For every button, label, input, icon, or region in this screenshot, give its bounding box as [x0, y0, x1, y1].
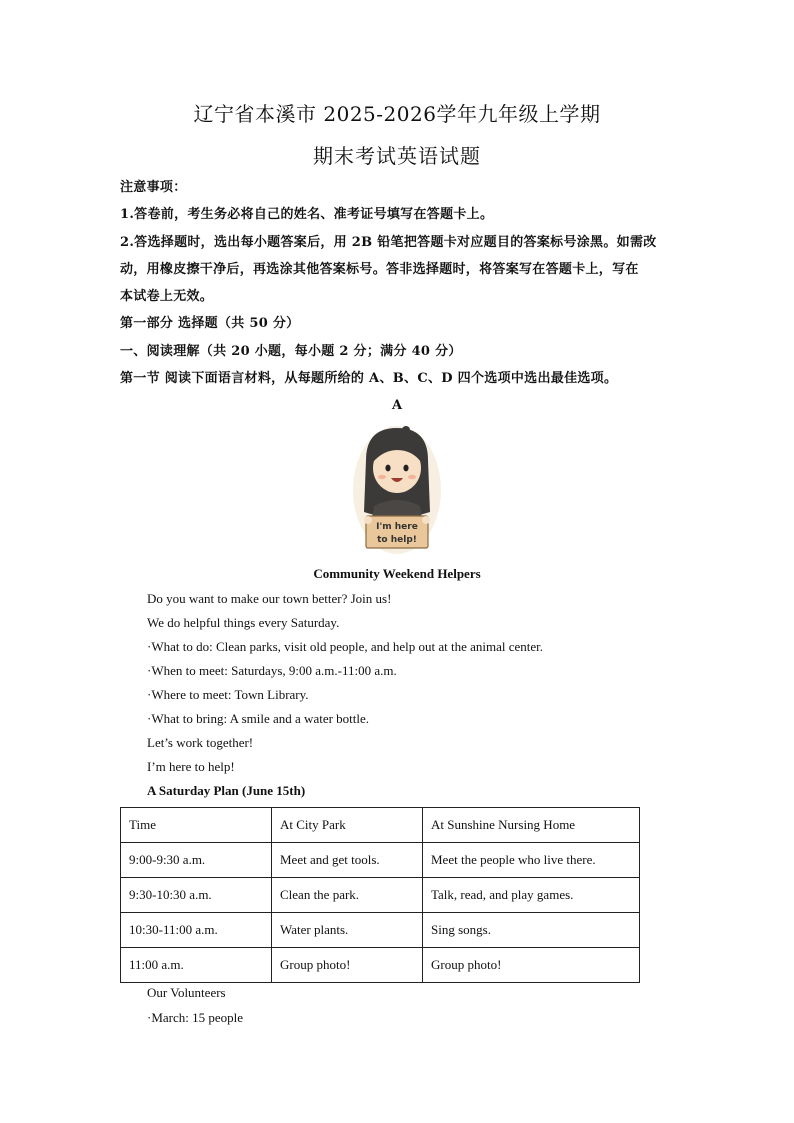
table-header-row [121, 808, 640, 843]
table-cell: 11:00 a.m. [121, 948, 272, 983]
instructions-heading: 注意事项： [120, 180, 187, 195]
exam-title-line1: 辽宁省本溪市 2025-2026学年九年级上学期 [193, 102, 601, 126]
instruction-item-2-line3: 本试卷上无效。 [120, 289, 214, 304]
exam-title-line2: 期末考试英语试题 [313, 144, 481, 168]
table-row [121, 948, 640, 983]
table-cell: Water plants. [272, 913, 423, 948]
instruction-item-1: 1.答卷前，考生务必将自己的姓名、准考证号填写在答题卡上。 [120, 207, 494, 222]
poster-line: ·When to meet: Saturdays, 9:00 a.m.-11:00 a.m. [147, 663, 397, 678]
table-row [121, 913, 640, 948]
table-row [121, 878, 640, 913]
table-cell: 9:00-9:30 a.m. [121, 843, 272, 878]
table-header-cell: At Sunshine Nursing Home [423, 808, 640, 843]
poster-line: Do you want to make our town better? Join us! [147, 591, 392, 606]
table-cell: 9:30-10:30 a.m. [121, 878, 272, 913]
table-cell: Group photo! [423, 948, 640, 983]
table-cell: Talk, read, and play games. [423, 878, 640, 913]
plan-title: A Saturday Plan (June 15th) [147, 783, 306, 798]
reading-heading: 一、阅读理解（共 20 小题，每小题 2 分；满分 40 分） [120, 344, 462, 359]
poster-title: Community Weekend Helpers [313, 566, 481, 581]
saturday-plan-table [120, 807, 640, 983]
instruction-item-2-line2: 动，用橡皮擦干净后，再选涂其他答案标号。答非选择题时，将答案写在答题卡上，写在 [120, 262, 639, 277]
poster-line: ·Where to meet: Town Library. [147, 687, 309, 702]
table-header-cell: Time [121, 808, 272, 843]
table-cell: 10:30-11:00 a.m. [121, 913, 272, 948]
part1-heading: 第一部分 选择题（共 50 分） [120, 316, 300, 331]
subsection-heading: 第一节 阅读下面语言材料，从每题所给的 A、B、C、D 四个选项中选出最佳选项。 [120, 371, 618, 386]
girl-illustration-svg [352, 420, 442, 556]
sign-text-line1: I'm here [376, 522, 418, 532]
sign-text-line2: to help! [377, 535, 417, 545]
table-cell: Meet the people who live there. [423, 843, 640, 878]
table-row [121, 843, 640, 878]
table-cell: Sing songs. [423, 913, 640, 948]
poster-line: ·What to do: Clean parks, visit old people, and help out at the animal center. [147, 639, 544, 654]
instruction-item-2-line1: 2.答选择题时，选出每小题答案后，用 2B 铅笔把答题卡对应题目的答案标号涂黑。如需改 [120, 235, 657, 250]
poster-line: I’m here to help! [147, 759, 235, 774]
poster-line: We do helpful things every Saturday. [147, 615, 340, 630]
table-cell: Clean the park. [272, 878, 423, 913]
table-cell: Group photo! [272, 948, 423, 983]
volunteers-heading: Our Volunteers [147, 985, 226, 1000]
girl-holding-sign-illustration [352, 420, 442, 556]
volunteers-item: ·March: 15 people [147, 1010, 244, 1025]
table-header-cell: At City Park [272, 808, 423, 843]
poster-line: ·What to bring: A smile and a water bottle. [147, 711, 370, 726]
table-cell: Meet and get tools. [272, 843, 423, 878]
passage-label: A [391, 398, 403, 413]
poster-line: Let’s work together! [147, 735, 254, 750]
